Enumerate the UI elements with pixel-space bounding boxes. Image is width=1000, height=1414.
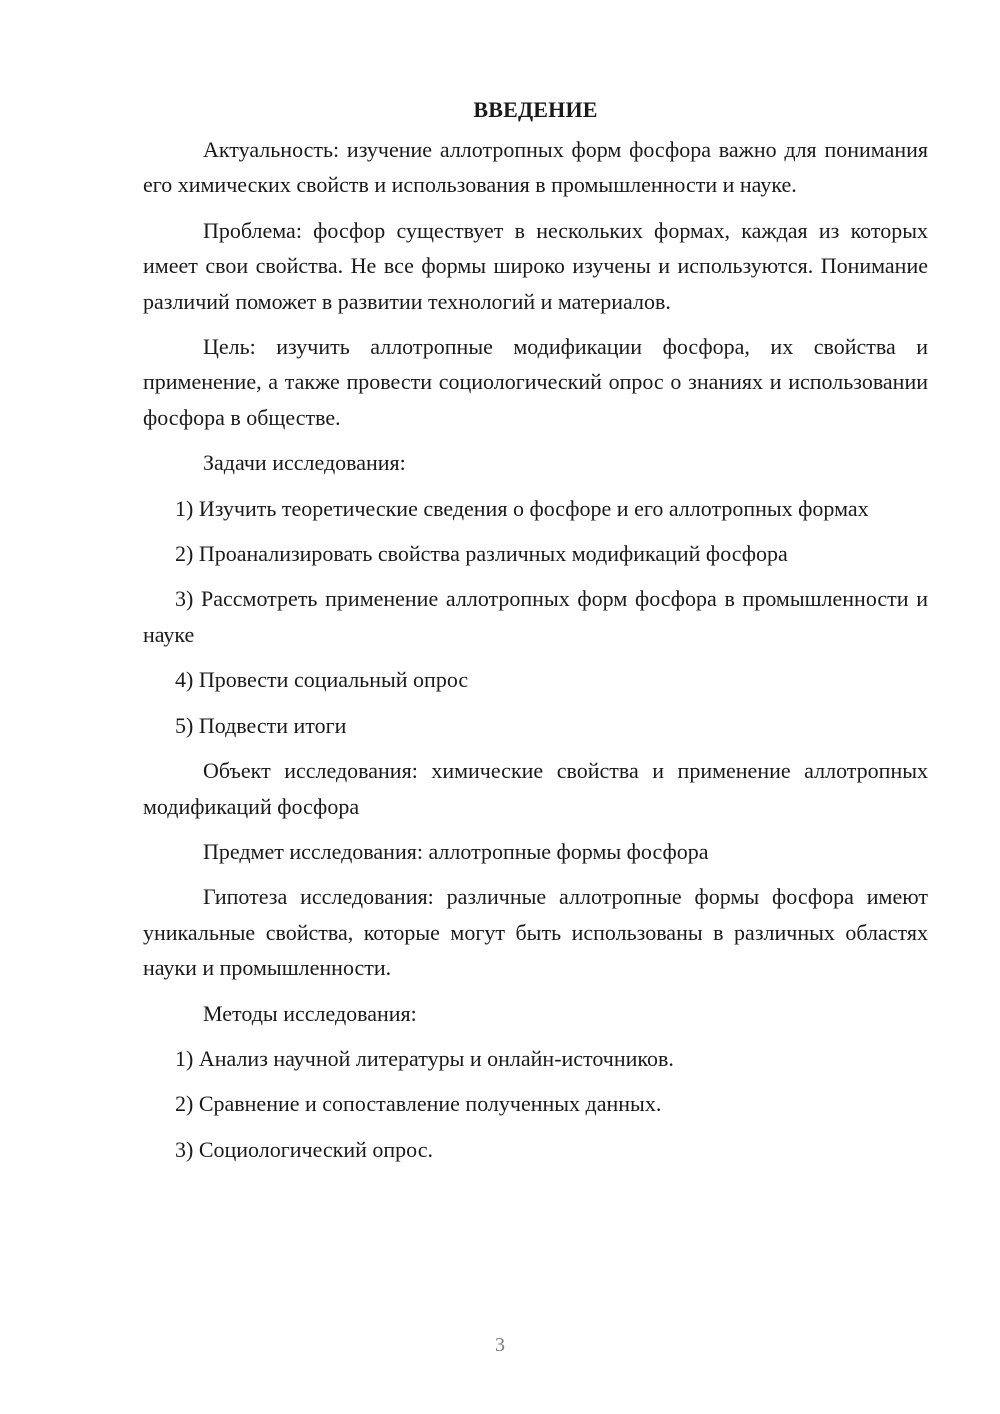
task-item-3: 3) Рассмотреть применение аллотропных форм фосфора в промышленности и науке	[143, 586, 928, 647]
section-title: ВВЕДЕНИЕ	[473, 97, 598, 122]
goal-paragraph: Цель: изучить аллотропные модификации фосфора, их свойства и применение, а также провести социологический опрос о знаниях и использовании фосфора в обществе.	[143, 334, 928, 430]
method-item-3: 3) Социологический опрос.	[175, 1136, 433, 1162]
task-item-5: 5) Подвести итоги	[175, 712, 347, 738]
page-number: 3	[495, 1334, 505, 1356]
problem-paragraph: Проблема: фосфор существует в нескольких формах, каждая из которых имеет свои свойства. Не все формы широко изучены и используются. Понимание различий поможет в развитии технологий и материалов.	[143, 217, 928, 314]
object-paragraph: Объект исследования: химические свойства и применение аллотропных модификаций фосфора	[143, 758, 928, 819]
method-item-1: 1) Анализ научной литературы и онлайн-источников.	[175, 1045, 674, 1071]
hypothesis-paragraph: Гипотеза исследования: различные аллотропные формы фосфора имеют уникальные свойства, которые могут быть использованы в различных областях науки и промышленности.	[143, 884, 928, 981]
method-item-2: 2) Сравнение и сопоставление полученных данных.	[175, 1091, 662, 1117]
task-item-4: 4) Провести социальный опрос	[175, 667, 469, 693]
methods-heading: Методы исследования:	[203, 1000, 417, 1026]
task-item-1: 1) Изучить теоретические сведения о фосфоре и его аллотропных формах	[175, 495, 869, 521]
task-item-2: 2) Проанализировать свойства различных модификаций фосфора	[175, 541, 788, 567]
subject-paragraph: Предмет исследования: аллотропные формы фосфора	[203, 838, 709, 864]
tasks-heading: Задачи исследования:	[203, 450, 406, 476]
relevance-paragraph: Актуальность: изучение аллотропных форм фосфора важно для понимания его химических свойств и использования в промышленности и науке.	[143, 137, 928, 198]
document-page	[143, 92, 928, 1177]
